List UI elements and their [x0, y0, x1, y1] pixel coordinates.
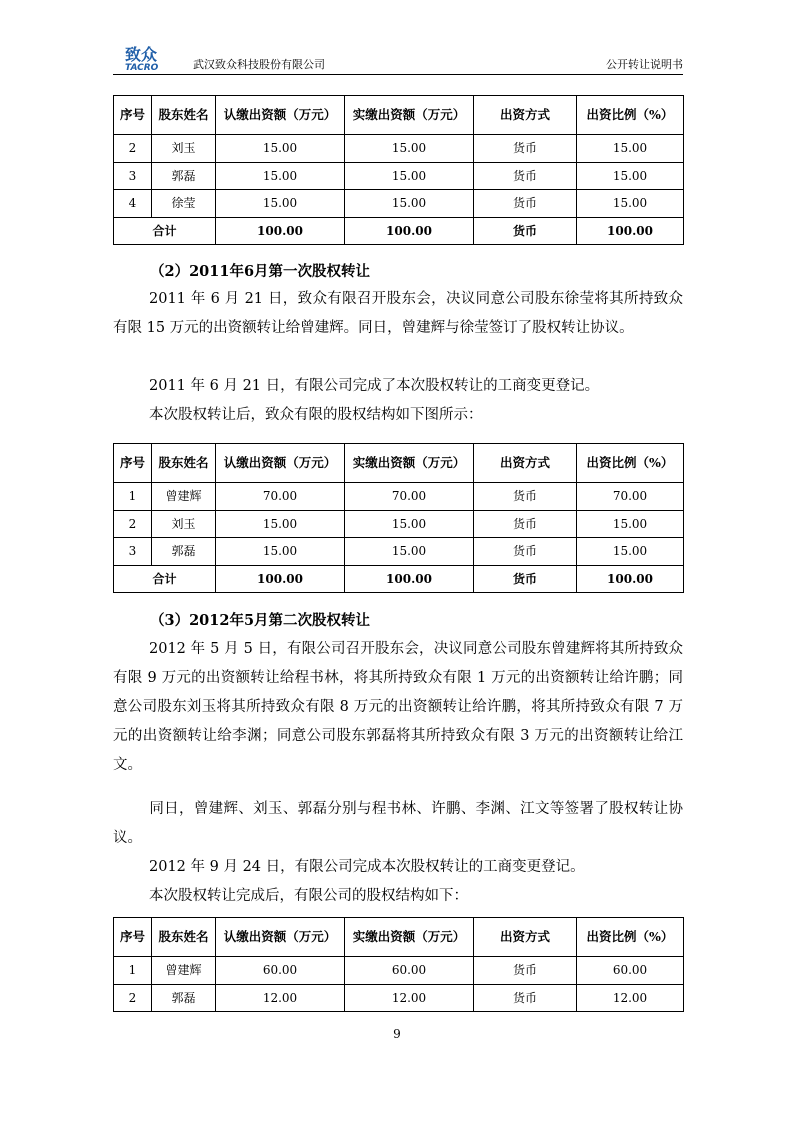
total-label: 合计	[114, 217, 216, 245]
cell: 1	[114, 957, 152, 985]
paragraph-text: 2012 年 9 月 24 日，有限公司完成本次股权转让的工商变更登记。	[149, 859, 585, 875]
cell: 1	[114, 483, 152, 511]
cell: 货币	[474, 984, 577, 1012]
cell: 刘玉	[152, 135, 216, 163]
cell: 12.00	[577, 984, 684, 1012]
cell: 70.00	[577, 483, 684, 511]
document-title: 公开转让说明书	[606, 58, 683, 71]
paragraph-text: 本次股权转让完成后，有限公司的股权结构如下：	[149, 888, 468, 904]
cell: 货币	[474, 538, 577, 566]
col-header-paid: 实缴出资额（万元）	[345, 96, 474, 135]
cell: 2	[114, 984, 152, 1012]
cell: 2	[114, 135, 152, 163]
cell: 15.00	[216, 135, 345, 163]
cell: 60.00	[345, 957, 474, 985]
page-number: 9	[393, 1027, 401, 1041]
cell: 2	[114, 510, 152, 538]
cell: 100.00	[577, 565, 684, 593]
cell: 15.00	[345, 135, 474, 163]
cell: 货币	[474, 565, 577, 593]
cell: 15.00	[577, 510, 684, 538]
paragraph-text: 2011 年 6 月 21 日，有限公司完成了本次股权转让的工商变更登记。	[149, 378, 600, 394]
table-row	[114, 510, 684, 538]
paragraph	[113, 285, 683, 343]
col-header-ratio: 出资比例（%）	[577, 918, 684, 957]
paragraph-text: 2012 年 5 月 5 日，有限公司召开股东会，决议同意公司股东曾建辉将其所持致众有限 9 万元的出资额转让给程书林，将其所持致众有限 1 万元的出资额转让给许鹏；同意公司股东刘玉将其所持致众有限 8 万元的出资额转让给许鹏，将其所持致众有限 7 万元的出资额转让给李渊；同意公司股东郭磊将其所持致众有限 3 万元的出资额转让给江文。	[113, 641, 683, 773]
company-name: 武汉致众科技股份有限公司	[193, 58, 325, 71]
col-header-subscribed: 认缴出资额（万元）	[216, 918, 345, 957]
col-header-no: 序号	[114, 444, 152, 483]
table-header-row	[114, 444, 684, 483]
col-header-no: 序号	[114, 96, 152, 135]
cell: 15.00	[577, 135, 684, 163]
cell: 15.00	[577, 538, 684, 566]
table-total-row	[114, 217, 684, 245]
table-row	[114, 984, 684, 1012]
section-heading: （2）2011年6月第一次股权转让	[150, 263, 371, 280]
cell: 100.00	[345, 565, 474, 593]
company-logo	[123, 44, 187, 72]
cell: 15.00	[216, 190, 345, 218]
cell: 曾建辉	[152, 957, 216, 985]
table-row	[114, 538, 684, 566]
cell: 100.00	[577, 217, 684, 245]
cell: 60.00	[577, 957, 684, 985]
paragraph-text: 2011 年 6 月 21 日，致众有限召开股东会，决议同意公司股东徐莹将其所持致众有限 15 万元的出资额转让给曾建辉。同日，曾建辉与徐莹签订了股权转让协议。	[113, 291, 683, 336]
col-header-ratio: 出资比例（%）	[577, 444, 684, 483]
table-row	[114, 957, 684, 985]
logo-text: 致众	[125, 45, 158, 64]
cell: 郭磊	[152, 984, 216, 1012]
cell: 15.00	[345, 162, 474, 190]
cell: 货币	[474, 190, 577, 218]
col-header-name: 股东姓名	[152, 918, 216, 957]
cell: 货币	[474, 483, 577, 511]
cell: 15.00	[345, 190, 474, 218]
col-header-method: 出资方式	[474, 96, 577, 135]
col-header-subscribed: 认缴出资额（万元）	[216, 444, 345, 483]
cell: 郭磊	[152, 162, 216, 190]
cell: 货币	[474, 135, 577, 163]
cell: 3	[114, 162, 152, 190]
equity-table-3	[113, 917, 684, 1012]
total-label: 合计	[114, 565, 216, 593]
cell: 15.00	[345, 510, 474, 538]
col-header-ratio: 出资比例（%）	[577, 96, 684, 135]
cell: 60.00	[216, 957, 345, 985]
col-header-paid: 实缴出资额（万元）	[345, 444, 474, 483]
cell: 12.00	[345, 984, 474, 1012]
section-heading: （3）2012年5月第二次股权转让	[150, 612, 371, 629]
paragraph	[113, 853, 683, 882]
cell: 刘玉	[152, 510, 216, 538]
col-header-method: 出资方式	[474, 444, 577, 483]
cell: 徐莹	[152, 190, 216, 218]
equity-table-1	[113, 95, 684, 245]
cell: 70.00	[216, 483, 345, 511]
table-header-row	[114, 96, 684, 135]
equity-table-2	[113, 443, 684, 593]
table-row	[114, 190, 684, 218]
paragraph	[113, 635, 683, 780]
cell: 15.00	[216, 510, 345, 538]
col-header-subscribed: 认缴出资额（万元）	[216, 96, 345, 135]
cell: 100.00	[345, 217, 474, 245]
table-row	[114, 162, 684, 190]
cell: 郭磊	[152, 538, 216, 566]
cell: 15.00	[216, 538, 345, 566]
cell: 15.00	[345, 538, 474, 566]
table-total-row	[114, 565, 684, 593]
col-header-no: 序号	[114, 918, 152, 957]
cell: 100.00	[216, 217, 345, 245]
cell: 曾建辉	[152, 483, 216, 511]
table-row	[114, 135, 684, 163]
cell: 货币	[474, 510, 577, 538]
paragraph-text: 本次股权转让后，致众有限的股权结构如下图所示：	[149, 407, 483, 423]
cell: 货币	[474, 217, 577, 245]
cell: 3	[114, 538, 152, 566]
logo-sub: TACRO	[125, 63, 159, 72]
col-header-name: 股东姓名	[152, 444, 216, 483]
cell: 15.00	[577, 190, 684, 218]
cell: 70.00	[345, 483, 474, 511]
cell: 15.00	[577, 162, 684, 190]
cell: 货币	[474, 162, 577, 190]
cell: 100.00	[216, 565, 345, 593]
col-header-paid: 实缴出资额（万元）	[345, 918, 474, 957]
paragraph	[113, 401, 683, 430]
cell: 货币	[474, 957, 577, 985]
paragraph	[113, 882, 683, 911]
cell: 4	[114, 190, 152, 218]
page-header	[113, 44, 683, 75]
paragraph	[113, 372, 683, 401]
paragraph	[113, 795, 683, 853]
table-header-row	[114, 918, 684, 957]
cell: 15.00	[216, 162, 345, 190]
paragraph-text: 同日，曾建辉、刘玉、郭磊分别与程书林、许鹏、李渊、江文等签署了股权转让协议。	[113, 801, 683, 846]
table-row	[114, 483, 684, 511]
col-header-name: 股东姓名	[152, 96, 216, 135]
cell: 12.00	[216, 984, 345, 1012]
col-header-method: 出资方式	[474, 918, 577, 957]
